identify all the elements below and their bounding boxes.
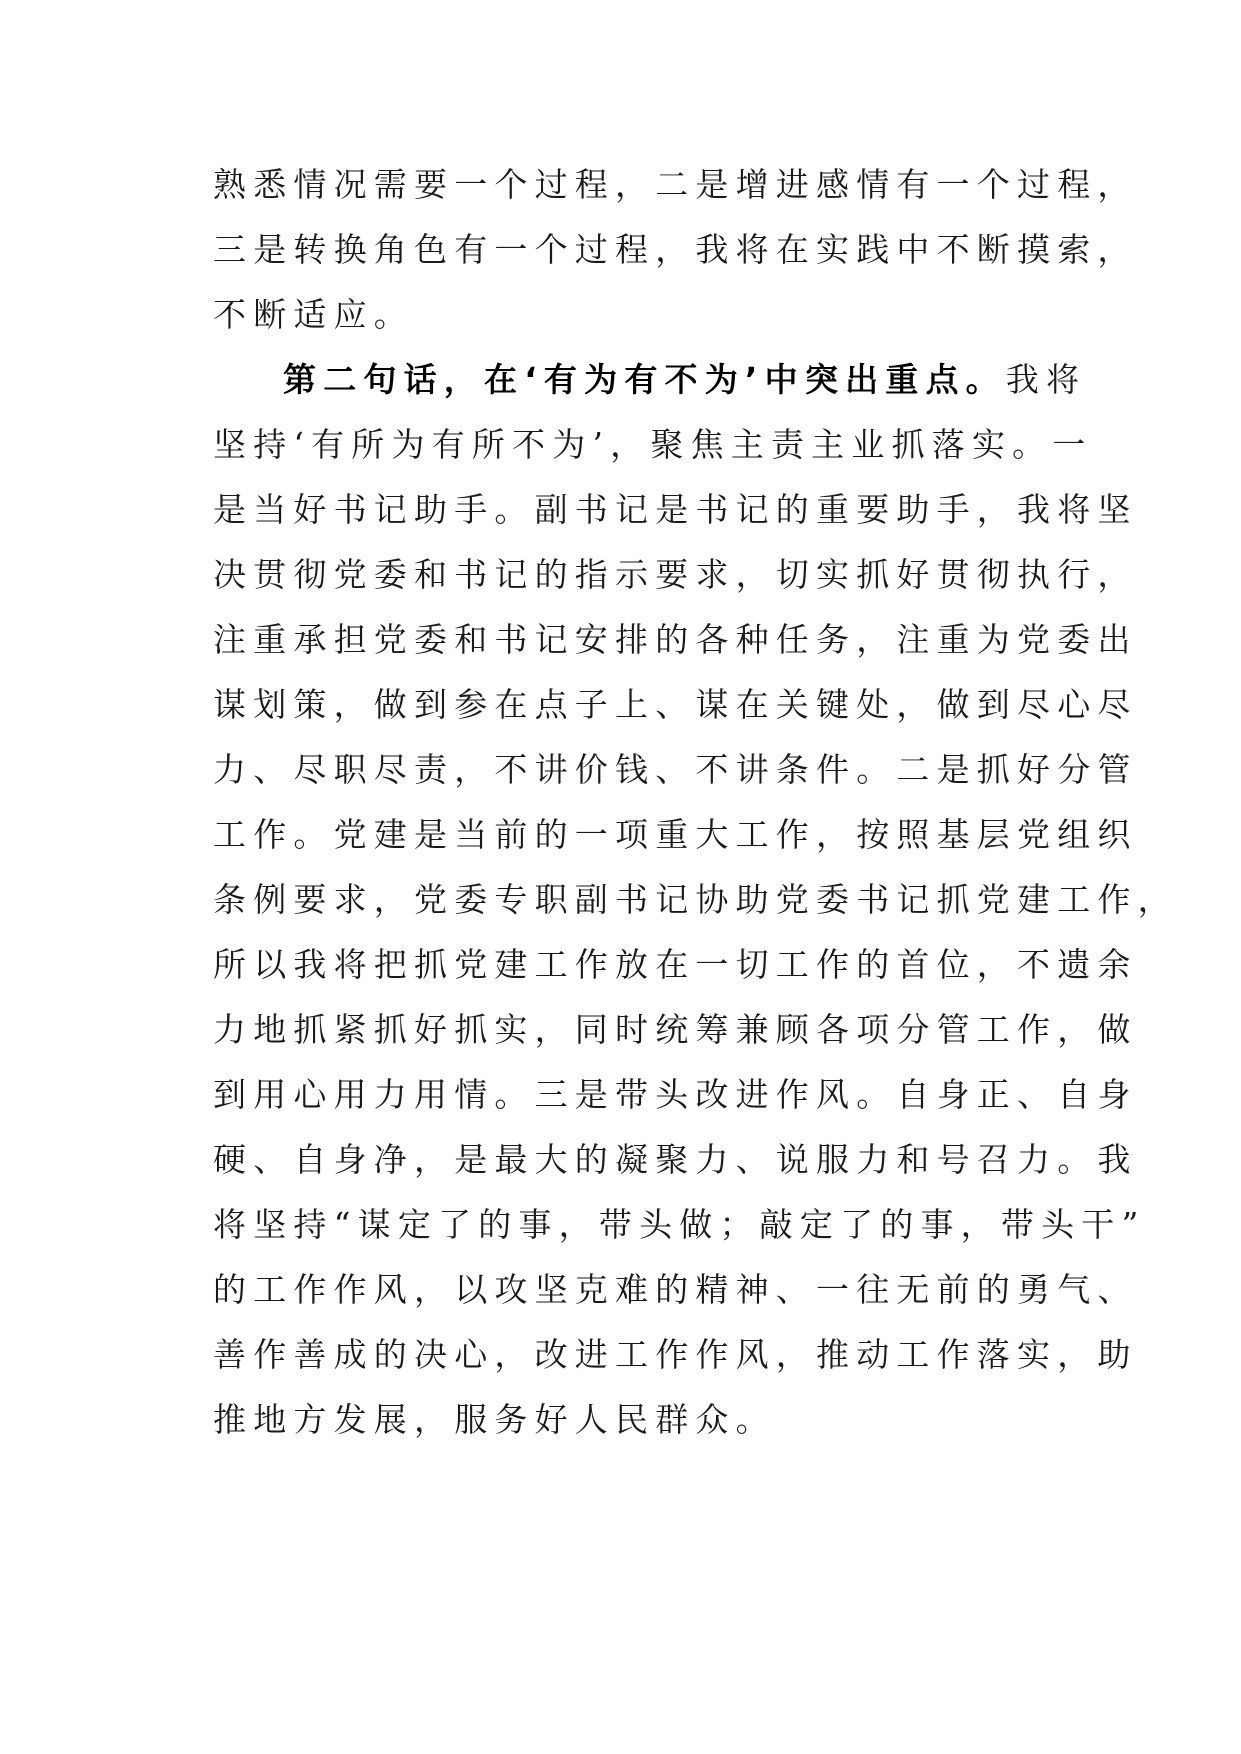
paragraph-1 [213, 152, 1138, 347]
paragraph-2-line: 决贯彻党委和书记的指示要求，切实抓好贯彻执行， [213, 555, 1138, 594]
paragraph-2-line: 推地方发展，服务好人民群众。 [213, 1400, 776, 1439]
paragraph-2-line: 的工作作风，以攻坚克难的精神、一往无前的勇气、 [213, 1270, 1138, 1309]
section-heading: 第二句话，在‘有为有不为’中突出重点。 [283, 360, 1006, 399]
paragraph-2-line: 力地抓紧抓好抓实，同时统筹兼顾各项分管工作，做 [213, 1010, 1138, 1049]
paragraph-2-line: 力、尽职尽责，不讲价钱、不讲条件。二是抓好分管 [213, 750, 1138, 789]
paragraph-2-line: 谋划策，做到参在点子上、谋在关键处，做到尽心尽 [213, 685, 1138, 724]
paragraph-2-line: 善作善成的决心，改进工作作风，推动工作落实，助 [213, 1335, 1138, 1374]
paragraph-1-line: 熟悉情况需要一个过程，二是增进感情有一个过程， [213, 165, 1138, 204]
paragraph-2-line: 注重承担党委和书记安排的各种任务，注重为党委出 [213, 620, 1138, 659]
paragraph-2-first-line-text: 我将 [1005, 360, 1087, 399]
paragraph-2-line: 是当好书记助手。副书记是书记的重要助手，我将坚 [213, 490, 1138, 529]
paragraph-2-line: 所以我将把抓党建工作放在一切工作的首位，不遗余 [213, 945, 1138, 984]
paragraph-2 [213, 347, 1178, 1452]
paragraph-2-line: 坚持‘有所为有所不为’，聚焦主责主业抓落实。一 [213, 425, 1093, 464]
paragraph-2-line: 硬、自身净，是最大的凝聚力、说服力和号召力。我 [213, 1140, 1138, 1179]
paragraph-2-line: 将坚持“谋定了的事，带头做；敲定了的事，带头干” [213, 1205, 1146, 1244]
paragraph-2-first-line [213, 347, 1087, 412]
paragraph-1-line: 不断适应。 [213, 295, 414, 334]
paragraph-2-line: 工作。党建是当前的一项重大工作，按照基层党组织 [213, 815, 1138, 854]
paragraph-1-line: 三是转换角色有一个过程，我将在实践中不断摸索， [213, 230, 1138, 269]
paragraph-2-line: 条例要求，党委专职副书记协助党委书记抓党建工作， [213, 880, 1178, 919]
paragraph-2-line: 到用心用力用情。三是带头改进作风。自身正、自身 [213, 1075, 1138, 1114]
